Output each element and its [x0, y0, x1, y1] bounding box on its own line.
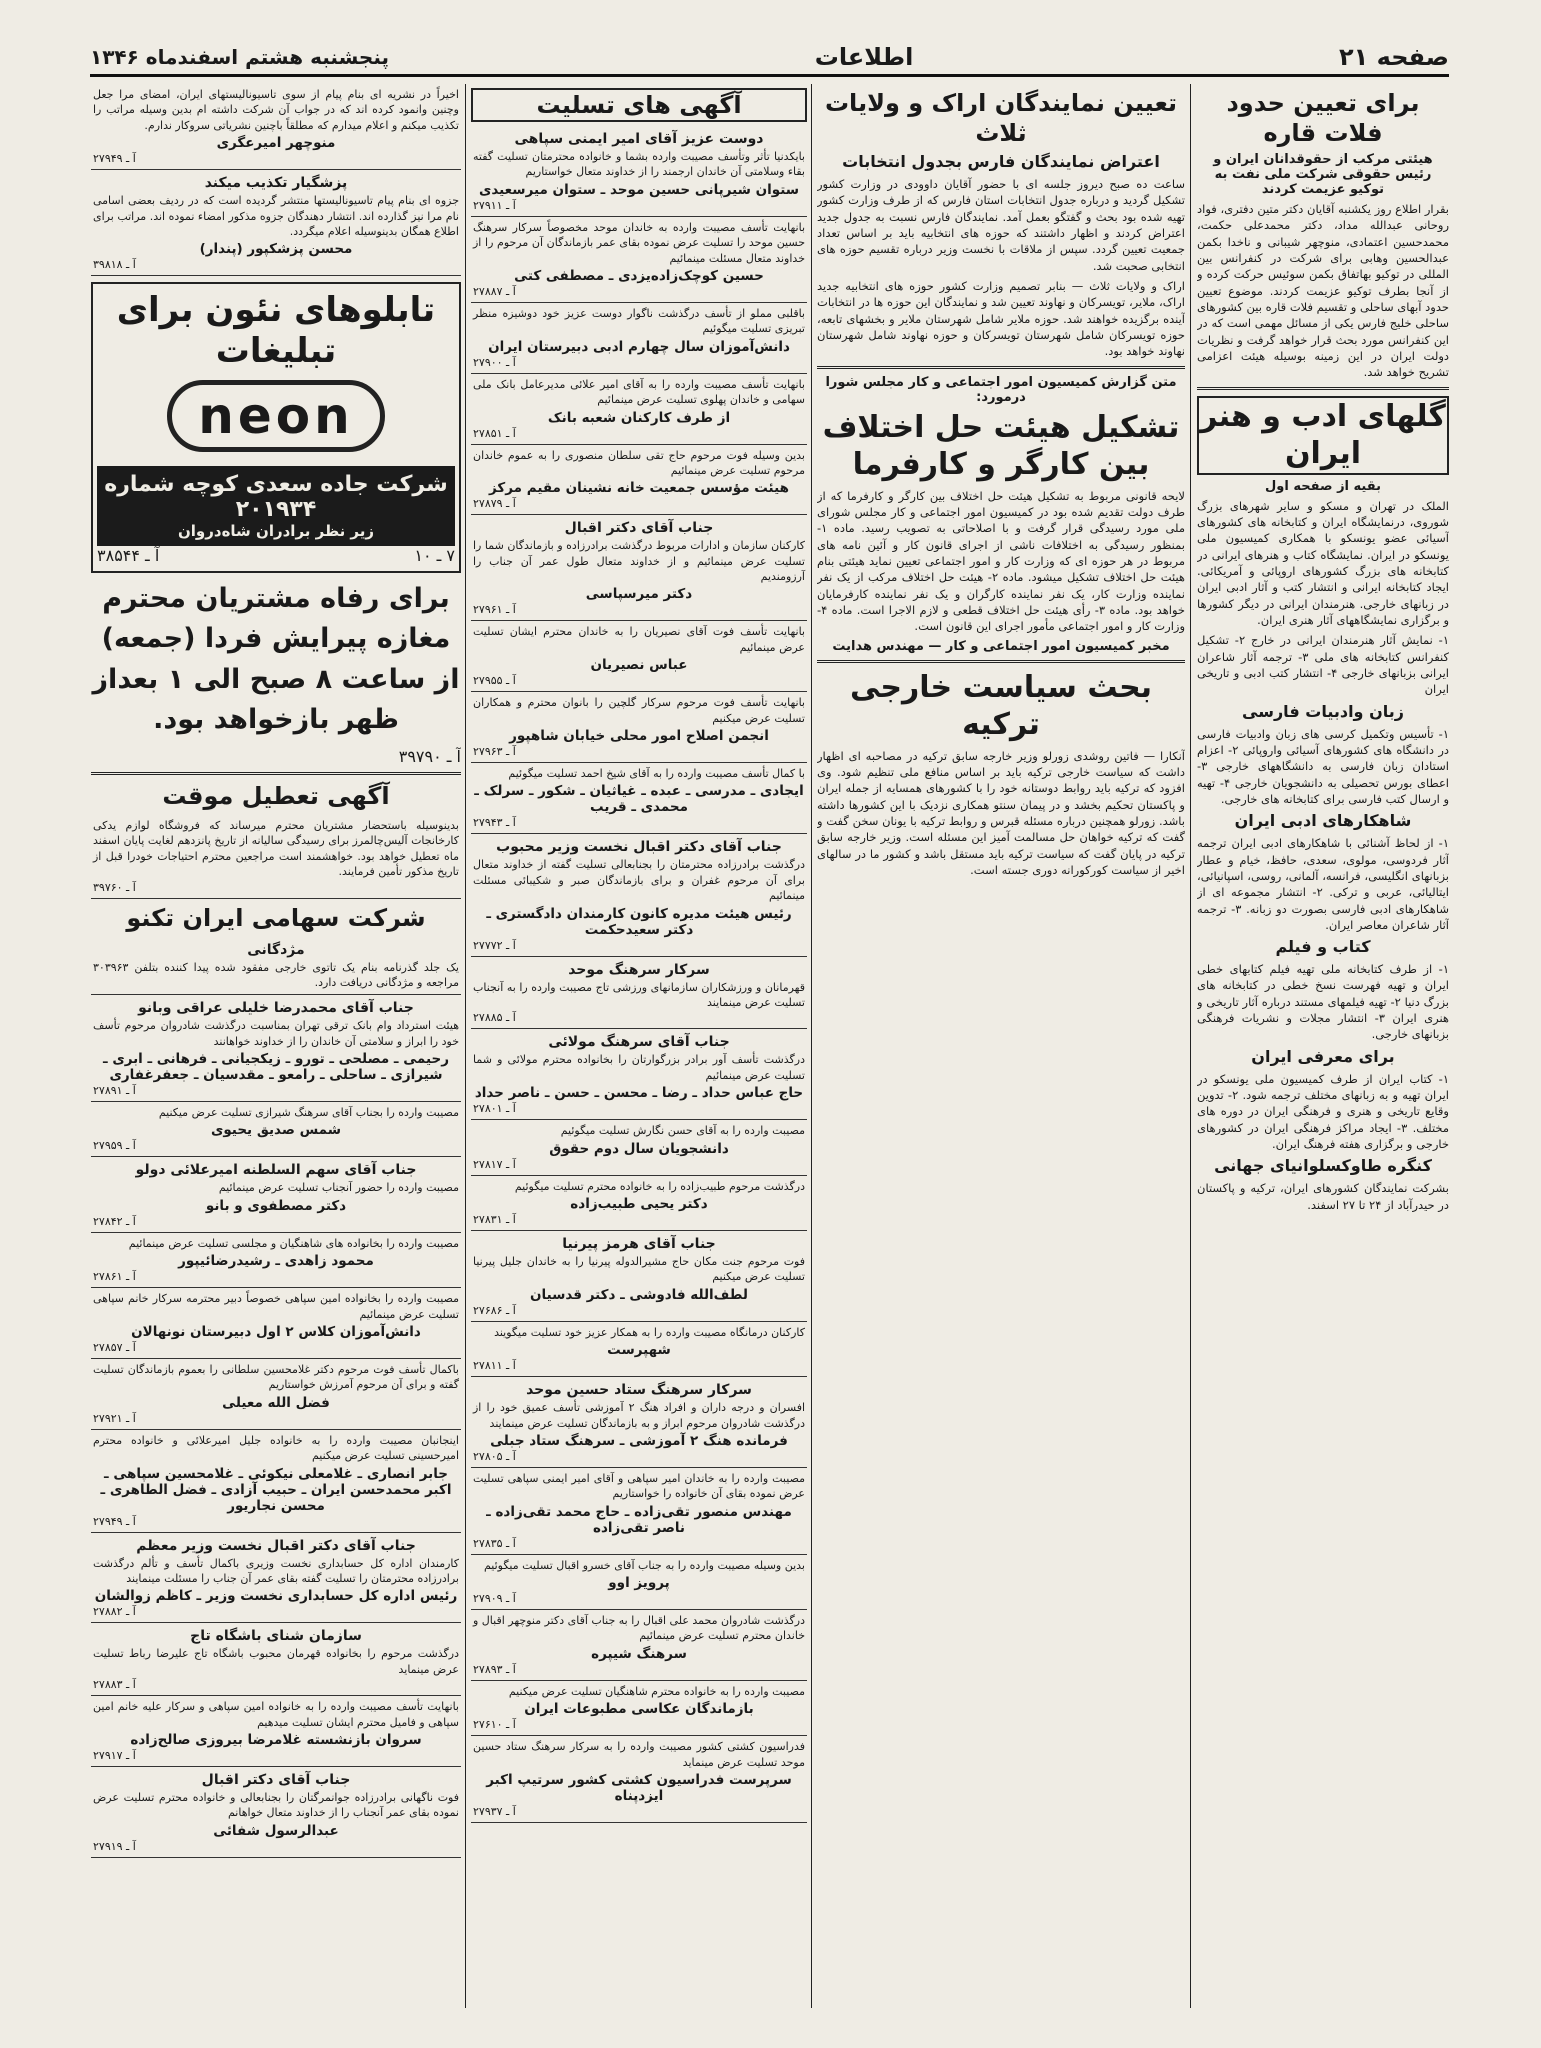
- ad-body: درگذشت برادرزاده محترمتان را بجنابعالی تسلیت گفته از خداوند متعال برای آن مرحوم غفران و برای بازماندگان صبر و شکیبائی مسئلت مینمائیم: [473, 858, 805, 903]
- ad-code: آ ـ ۲۷۹۱۱: [473, 198, 516, 212]
- ad-body: درگذشت تأسف آور برادر بزرگوارتان را بخانواده محترم مولائی و شما تسلیت عرض مینمائیم: [473, 1053, 805, 1082]
- ad-body: فوت ناگهانی برادرزاده جوانمرگتان را بجنابعالی و خانواده محترم تسلیت عرض نموده بقای عمر آنجناب را از خداوند متعال خواهانم: [93, 1790, 459, 1820]
- ad-title: سرکار سرهنگ ستاد حسین موحد: [526, 1382, 752, 1399]
- closure-notice: [91, 815, 461, 899]
- ad-signature: فرمانده هنگ ۲ آموزشی ـ سرهنگ ستاد جبلی: [490, 1432, 788, 1449]
- ad-code: آ ـ ۲۷۷۷۲: [473, 938, 516, 952]
- ad-title: دوست عزیز آقای امیر ایمنی سپاهی: [514, 131, 764, 147]
- ad-signature: انجمن اصلاح امور محلی خیابان شاهپور: [509, 728, 769, 745]
- continued-note: بقیه از صفحه اول: [1265, 478, 1381, 494]
- closure-notice-title: آگهی تعطیل موقت: [162, 781, 390, 810]
- condolence-ad: [471, 763, 807, 834]
- condolence-ad: [91, 995, 461, 1102]
- ad-code: آ ـ ۲۷۶۱۰: [473, 1718, 516, 1732]
- article-body: بقرار اطلاع روز یکشنبه آقایان دکتر متین دفتری، فواد روحانی عبدالله مداد، دکتر محمدعلی حکمت، محمدحسین اعتمادی، منوچهر شیبانی و ناخدا بکمن عبدالحسین وهابی برای شرکت در کنفرانس بین المللی در توکیو بهاتفاق بکمن سوئیس حرکت کرده و از آنجا بطرف توکیو عزیمت کردند. موضوع تعیین حدود آبهای ساحلی و تقسیم فلات قاره بین کشورهای ساحلی خلیج فارس یکی از مسائل مهمی است که در این کنفرانس مورد بحث قرار خواهد گرفت و نظریات دولت ایران در این زمینه بوسیله هیئت اعزامی تشریح خواهد شد.: [1197, 202, 1449, 380]
- ad-signature: حاج عباس حداد ـ رضا ـ محسن ـ حسن ـ ناصر حداد: [474, 1085, 804, 1102]
- neon-logo: neon: [167, 380, 384, 452]
- condolence-ad: [471, 957, 807, 1030]
- ad-signature: عبدالرسول شفائی: [213, 1822, 339, 1839]
- ad-signature: دانشجویان سال دوم حقوق: [549, 1140, 729, 1157]
- article-body: ۱- تأسیس وتکمیل کرسی های زبان وادبیات فارسی در دانشگاه های کشورهای آسیائی واروپائی ۲- اعزام استادان زبان فارسی به دانشگاههای خارجی ۳- اعطای بورس تحصیلی به دانشجویان خارجی ۴- تهیه و ارسال کتب فارسی برای کتابخانه های خارجی.: [1197, 726, 1449, 806]
- condolence-ad: [91, 1157, 461, 1232]
- ad-signature: بازماندگان عکاسی مطبوعات ایران: [524, 1701, 754, 1718]
- ad-signature: دانش‌آموزان سال چهارم ادبی دبیرستان ایران: [488, 338, 790, 355]
- article-body: ۱- کتاب ایران از طرف کمیسیون ملی یونسکو در ایران تهیه و به زبانهای مختلف ترجمه شود. ۲- تدوین وقایع تاریخی و هنری و فرهنگی ایران در دوره های مختلف. ۳- ایجاد مراکز فرهنگی ایران در کشورهای خارجی و برگزاری هفته فرهنگ ایران.: [1197, 1071, 1449, 1152]
- ad-title: جناب آقای سهم السلطنه امیرعلائی دولو: [135, 1162, 417, 1179]
- ad-signature: رئیس اداره کل حسابداری نخست وزیر ـ کاظم زوالشان: [94, 1588, 458, 1605]
- subheadline: اعتراض نمایندگان فارس بجدول انتخابات: [842, 152, 1160, 171]
- ad-body: بانهایت تأسف مصیبت وارده را به خانواده امین سپاهی و سرکار علیه خانم امین سپاهی و فامیل محترم ایشان تسلیت میدهیم: [93, 1700, 459, 1729]
- ad-body: مصیبت وارده را بخانواده امین سپاهی خصوصاً دبیر محترمه سرکار خانم سپاهی تسلیت عرض مینمائیم: [93, 1292, 459, 1321]
- article-body: آنکارا — فاتین روشدی زورلو وزیر خارجه سابق ترکیه در مصاحبه ای اظهار داشت که سیاست خارجی ترکیه باید بر اساس منافع ملی تنظیم شود. وی افزود که ترکیه باید روابط دوستانه خود را با کشورهای همسایه از جمله ایران و پاکستان تحکیم بخشد و در پیمان سنتو همکاری نزدیک با این کشورها داشته باشد. زورلو همچنین درباره مسئله قبرس و روابط ترکیه با یونان سخن گفت و گفت که ترکیه خواهان حل مسالمت آمیز این مسئله است. وزیر خارجه سابق ترکیه در پایان گفت که سیاست ترکیه باید مستقل باشد و کشور ما در سالهای اخیر از سیاست کورکورانه دوری جسته است.: [817, 748, 1185, 877]
- ad-code: آ ـ ۲۷۹۴۹: [93, 152, 136, 166]
- ad-signature: منوچهر امیرعگری: [216, 135, 336, 152]
- neon-company-bar: [97, 466, 455, 546]
- article-body: ۱- از لحاظ آشنائی با شاهکارهای ادبی ایران ترجمه آثار فردوسی، مولوی، سعدی، حافظ، خیام و عطار بزبانهای انگلیسی، فرانسه، آلمانی، روسی، اسپانیائی، ایتالیائی، عربی و ترکی. ۲- انتشار مجموعه ای از شاهکارهای ادبی فارسی بصورت دو زبانه. ۳- ترجمه آثار شاعران معاصر ایران.: [1197, 836, 1449, 932]
- ad-signature: مهندس منصور تقی‌زاده ـ حاج محمد تقی‌زاده ـ ناصر تقی‌زاده: [486, 1503, 792, 1536]
- headline-labor-dispute: تشکیل هیئت حل اختلاف بین کارگر و کارفرما: [822, 409, 1180, 483]
- ad-signature: دکتر مصطفوی و بانو: [205, 1197, 347, 1214]
- ad-signature: پرویز اوو: [608, 1575, 670, 1592]
- condolence-ad: [471, 126, 807, 217]
- condolence-ad: [91, 1102, 461, 1157]
- ad-code: آ ـ ۲۷۸۸۳: [93, 1678, 136, 1692]
- ad-body: بدینوسیله باستحضار مشتریان محترم میرساند که فروشگاه لوازم یدکی کارخانجات آلیس‌چالمرز برای رسیدگی سالیانه از تاریخ پانزدهم لغایت پایان اسفند ماه تعطیل خواهد بود. خواهشمند است مراجعین محترم احتیاجات خودرا قبل از تاریخ مذکور تأمین فرمایند.: [93, 818, 459, 879]
- condolence-ad: [471, 374, 807, 445]
- condolence-ad: [471, 1377, 807, 1468]
- condolence-ad: [471, 1681, 807, 1736]
- ad-code: آ ـ ۲۷۹۰۰: [473, 355, 516, 369]
- column-condolence-ads: [471, 84, 807, 2008]
- ad-body: جزوه ای بنام پیام تاسیونالیستها منتشر گردیده است که در ردیف بعضی اسامی نام مرا نیز گذارده اند. انتشار دهندگان جزوه مذکور امضاء نموده اند. مراتب برای اطلاع همگان بدینوسیله اعلام میگردد.: [93, 194, 459, 238]
- condolence-ad: [471, 445, 807, 516]
- ad-body: مصیبت وارده را بخانواده های شاهنگیان و مجلسی تسلیت عرض مینمائیم: [128, 1236, 459, 1250]
- ad-code: آ ـ ۲۷۸۹۱: [93, 1084, 136, 1098]
- section-heading: کتاب و فیلم: [1275, 937, 1371, 957]
- ad-title: مژدگانی: [247, 941, 305, 958]
- section-heading: برای معرفی ایران: [1251, 1046, 1395, 1066]
- neon-company: شرکت جاده سعدی کوچه شماره ۲۰۱۹۳۴: [104, 471, 448, 522]
- ads-list: [91, 995, 461, 1857]
- ad-code: آ ـ ۲۷۹۱۹: [93, 1839, 136, 1853]
- kicker: متن گزارش کمیسیون امور اجتماعی و کار مجلس شورا درمورد:: [825, 374, 1177, 405]
- divider: [91, 772, 461, 775]
- ad-signature: رئیس هیئت مدیره کانون کارمندان دادگستری ـ دکتر سعیدحکمت: [486, 905, 792, 938]
- ad-code: آ ـ ۳۹۸۱۸: [93, 258, 136, 272]
- ad-signature: جابر انصاری ـ غلامعلی نیکوئی ـ غلامحسین سپاهی ـ اکبر محمدحسن ایران ـ حبیب آزادی ـ فضل الطاهری ـ محسن نجاریور: [100, 1465, 452, 1514]
- ad-code: آ ـ ۲۷۹۴۳: [473, 816, 516, 830]
- section-heading: کنگره طاوکسلوانیای جهانی: [1214, 1156, 1432, 1176]
- ad-code: آ ـ ۲۷۶۸۶: [473, 1303, 516, 1317]
- denial-ad: [91, 170, 461, 276]
- ad-body: باقلبی مملو از تأسف درگذشت ناگوار دوست عزیز خود دوشیزه منظر تبریزی تسلیت میگوئیم: [473, 306, 805, 336]
- issue-date: پنجشنبه هشتم اسفندماه ۱۳۴۶: [90, 45, 390, 69]
- condolence-section-header: آگهی های تسلیت: [471, 88, 807, 122]
- divider: [1197, 387, 1449, 390]
- ad-signature: سرهنگ شیپره: [591, 1645, 687, 1662]
- ads-list: [471, 126, 807, 1823]
- ad-code: آ ـ ۲۷۸۸۵: [473, 1011, 516, 1025]
- ad-body: مصیبت وارده را بجناب آقای سرهنگ شیرازی تسلیت عرض میکنیم: [158, 1106, 459, 1120]
- ad-code: آ ـ ۲۷۸۶۱: [93, 1270, 136, 1284]
- condolence-ad: [471, 692, 807, 763]
- column-politics: [817, 84, 1185, 2008]
- condolence-ad: [471, 1120, 807, 1175]
- ad-code: آ ـ ۲۷۹۰۹: [473, 1592, 516, 1606]
- ad-code: آ ـ ۳۹۷۶۰: [93, 880, 136, 894]
- ad-title: جناب آقای محمدرضا خلیلی عراقی وبانو: [138, 1000, 414, 1017]
- section-heading: زبان وادبیات فارسی: [1242, 701, 1404, 721]
- neon-signs-ad: [91, 282, 461, 573]
- condolence-ad: [471, 1176, 807, 1231]
- ad-body: بدین وسیله مصیبت وارده را به جناب آقای خسرو اقبال تسلیت میگوئیم: [483, 1558, 805, 1572]
- condolence-ad: [91, 1533, 461, 1624]
- ad-code: آ ـ ۲۷۸۸۷: [473, 284, 516, 298]
- ad-signature: محسن پزشکپور (پندار): [199, 241, 353, 258]
- article-body: اراک و ولایات ثلاث — بنابر تصمیم وزارت کشور حوزه های انتخابیه جدید اراک، ملایر، تویسرکان و نهاوند تعیین شد و نمایندگان این حوزه ها در انتخابات آینده برگزیده خواهند شد. حوزه ملایر شامل شهرستان ملایر و بخشهای تابعه، حوزه تویسرکان شامل شهرستان تویسرکان و حوزه نهاوند شامل شهرستان نهاوند خواهد بود.: [817, 278, 1185, 359]
- neon-subline: زیر نظر برادران شاه‌دروان: [177, 521, 375, 540]
- headline-elections: تعیین نمایندگان اراک و ولایات ثلاث: [824, 89, 1178, 147]
- ad-code: آ ـ ۲۷۹۵۹: [93, 1139, 136, 1153]
- ad-title: پزشگیار تکذیب میکند: [204, 175, 348, 192]
- ad-body: بایکدنیا تأثر وتأسف مصیبت وارده بشما و خانواده محترمتان تسلیت گفته بقاء وسلامتی آن خاندان ارجمند را از خداوند متعال خواستاریم: [473, 150, 805, 179]
- ad-body: بانهایت تأسف مصیبت وارده را به آقای امیر علائی مدیرعامل بانک ملی سهامی و خاندان پهلوی تسلیت عرض مینمائیم: [473, 377, 805, 407]
- divider: [817, 366, 1185, 369]
- subheadline: هیئتی مرکب از حقوقدانان ایران و رئیس حقوقی شرکت ملی نفت به توکیو عزیمت کردند: [1213, 152, 1433, 197]
- condolence-ad: [471, 1610, 807, 1681]
- ad-title: جناب آقای دکتر اقبال: [564, 520, 714, 537]
- ad-title: سرکار سرهنگ موحد: [568, 961, 710, 978]
- ad-signature: رحیمی ـ مصلحی ـ تورو ـ زیکجیانی ـ فرهانی ـ ابری ـ شیرازی ـ ساحلی ـ رامعو ـ مقدسیان ـ جعفرغفاری: [103, 1051, 449, 1084]
- masthead: [90, 40, 1449, 77]
- ad-code: آ ـ ۲۷۸۰۱: [473, 1102, 516, 1116]
- ad-body: مصیبت وارده را به خانواده محترم شاهنگیان تسلیت عرض میکنیم: [508, 1684, 805, 1698]
- article-body: الملک در تهران و مسکو و سایر شهرهای بزرگ شوروی، درنمایشگاه ایران و کتابخانه های کشورهای آسیائی عضو یونسکو با همکاری کمیسیون ملی یونسکو در ایران. نمایشگاه کتاب و هنرهای ایرانی در کتابخانه های بزرگ کشورهای اروپائی و آمریکائی. ایجاد کتابخانه ایرانی و انتشار کتب و آثار ادبی ایران در زبانهای خارجی. هنرمندان ایرانی در دیگر کشورها و برگزاری نمایشگاههای آثار هنری ایران.: [1197, 498, 1449, 627]
- column-news-culture: [1197, 84, 1449, 2008]
- headline-turkey-foreign-policy: بحث سیاست خارجی ترکیه: [850, 669, 1152, 743]
- condolence-ad: [471, 834, 807, 956]
- ad-code: آ ـ ۲۷۹۱۷: [93, 1748, 136, 1762]
- ad-signature: ایجادی ـ مدرسی ـ عبده ـ غیاثیان ـ شکور ـ سرلک ـ محمدی ـ قریب: [474, 783, 804, 816]
- condolence-ad: [91, 1233, 461, 1288]
- ad-signature: شهپرست: [607, 1342, 671, 1359]
- condolence-ad: [471, 303, 807, 374]
- ad-body: بانهایت تأسف فوت آقای نصیریان را به خاندان محترم ایشان تسلیت عرض مینمائیم: [473, 625, 805, 654]
- ad-body: کارکنان درمانگاه مصیبت وارده را به همکار عزیز خود تسلیت میگویند: [494, 1325, 805, 1339]
- article-body: بشرکت نمایندگان کشورهای ایران، ترکیه و پاکستان در حیدرآباد از ۲۴ تا ۲۷ اسفند.: [1197, 1181, 1449, 1212]
- signature: مخبر کمیسیون امور اجتماعی و کار — مهندس هدایت: [832, 638, 1170, 654]
- ad-code: آ ـ ۲۷۸۳۵: [473, 1536, 516, 1550]
- condolence-ad: [471, 515, 807, 621]
- ad-code: آ ـ ۲۷۸۰۵: [473, 1449, 516, 1463]
- ad-body: کارکنان سازمان و ادارات مربوط درگذشت برادرزاده و بازماندگان شما را تسلیت عرض مینمائیم و از خداوند متعال طول عمر آن جناب را آرزومندیم: [473, 539, 805, 584]
- ad-signature: دکتر یحیی طبیب‌زاده: [570, 1195, 708, 1212]
- ad-code: آ ـ ۲۷۸۱۷: [473, 1157, 516, 1171]
- ad-body: یک جلد گذرنامه بنام یک تاتوی خارجی مفقود شده پیدا کننده بتلفن ۳۰۳۹۶۳ مراجعه و مژدگانی دریافت دارد.: [93, 960, 459, 989]
- ad-code: آ ـ ۲۷۹۳۷: [473, 1805, 516, 1819]
- article-body: ۱- نمایش آثار هنرمندان ایرانی در خارج ۲- تشکیل کنفرانس کتابخانه های ملی ۳- ترجمه آثار شاعران ایرانی بزبانهای خارجی ۴- انتشار کتب ادبی و تاریخی ایران: [1197, 633, 1449, 697]
- ad-code: آ ـ ۲۷۹۶۱: [473, 603, 516, 617]
- condolence-ad: [91, 1696, 461, 1767]
- condolence-ad: [91, 1288, 461, 1359]
- headline-flowers-of-literature: گلهای ادب و هنر ایران: [1197, 396, 1449, 475]
- ad-title: جناب آقای دکتر اقبال نخست وزیر محبوب: [496, 839, 782, 856]
- ad-code: آ ـ ۲۷۸۳۱: [473, 1212, 516, 1226]
- article-body: ۱- از طرف کتابخانه ملی تهیه فیلم کتابهای خطی ایران و تهیه فهرست نسخ خطی در کتابخانه های بزرگ دنیا ۲- تهیه فیلمهای مستند درباره آثار تاریخی و هنری ایران ۳- انتشار مجلات و نشریات فرهنگی بزبانهای خارجی.: [1197, 962, 1449, 1042]
- column-rule: [811, 84, 812, 2008]
- ad-code: آ ـ ۳۹۷۹۰: [398, 746, 461, 766]
- ad-code: آ ـ ۲۷۸۸۲: [93, 1605, 136, 1619]
- ad-code: آ ـ ۲۷۸۵۱: [473, 426, 516, 440]
- condolence-ad: [471, 1736, 807, 1823]
- ad-body: قهرمانان و ورزشکاران سازمانهای ورزشی تاج مصیبت وارده را به آنجناب تسلیت عرض مینمایند: [473, 980, 805, 1009]
- company-name: شرکت سهامی ایران تکنو: [126, 903, 426, 932]
- ad-code: ۷ ـ ۱۰: [414, 545, 455, 565]
- neon-headline: تابلوهای نئون برای تبلیغات: [116, 290, 436, 372]
- ad-body: با کمال تأسف مصیبت وارده را به آقای شیخ احمد تسلیت میگوئیم: [508, 767, 805, 781]
- ad-body: فوت مرحوم جنت مکان حاج مشیرالدوله پیرنیا را به خاندان جلیل پیرنیا تسلیت عرض میکنیم: [473, 1254, 805, 1284]
- ad-signature: سرپرست فدراسیون کشتی کشور سرتیپ اکبر ایزدپناه: [486, 1772, 792, 1805]
- ad-signature: حسین کوچک‌زاده‌یزدی ـ مصطفی کتی: [514, 267, 764, 284]
- ad-body: اخیراً در نشریه ای بنام پیام از سوی تاسیونالیستهای ایران، امضای مرا جعل وچنین وانمود کرده اند که در جواب آن شرکت داشته ام بدین وسیله مراتب را تکذیب میکنم و اعلام میدارم که مطلقاً باچنین نشریاتی سروکار ندارم.: [93, 88, 459, 132]
- ad-code-row: [97, 546, 455, 565]
- divider: [817, 660, 1185, 663]
- condolence-ad: [471, 1555, 807, 1610]
- ad-code: آ ـ ۲۷۸۱۱: [473, 1359, 516, 1373]
- ad-code: آ ـ ۲۷۹۴۹: [93, 1514, 136, 1528]
- condolence-ad: [471, 1322, 807, 1377]
- ad-body: باکمال تأسف فوت مرحوم دکتر غلامحسین سلطانی را بعموم بازماندگان تسلیت گفته و برای آن مرحوم آمرزش خواستاریم: [93, 1363, 459, 1392]
- ad-code: آ ـ ۲۷۹۲۱: [93, 1411, 136, 1425]
- column-rule: [1190, 84, 1191, 2008]
- ad-signature: هیئت مؤسس جمعیت خانه نشینان مقیم مرکز: [489, 480, 789, 497]
- shop-hours-note: برای رفاه مشتریان محترم مغازه پیرایش فردا (جمعه) از ساعت ۸ صبح الی ۱ بعداز ظهر بازخواهد بود.: [92, 582, 460, 736]
- ad-title: جناب آقای دکتر اقبال: [201, 1771, 351, 1788]
- condolence-ad: [91, 1623, 461, 1696]
- condolence-ad: [471, 1029, 807, 1120]
- ad-code: آ ـ ۲۷۸۵۷: [93, 1341, 136, 1355]
- ad-signature: شمس صدیق یحیوی: [210, 1122, 342, 1139]
- ad-body: اینجانبان مصیبت وارده را به خانواده جلیل امیرعلائی و خانواده محترم امیرحسینی تسلیت عرض میکنیم: [93, 1433, 459, 1463]
- condolence-ad: [471, 621, 807, 692]
- condolence-ad: [91, 1430, 461, 1533]
- column-rule: [465, 84, 466, 2008]
- section-heading: شاهکارهای ادبی ایران: [1234, 811, 1412, 831]
- ad-code: آ ـ ۲۷۹۶۳: [473, 745, 516, 759]
- ad-body: درگذشت مرحوم را بخانواده قهرمان محبوب باشگاه تاج علیرضا رباط تسلیت عرض مینماید: [93, 1647, 459, 1676]
- condolence-ad: [471, 1231, 807, 1322]
- ad-body: درگذشت شادروان محمد علی اقبال را به جناب آقای دکتر منوچهر اقبال و خاندان محترم تسلیت عرض مینمائیم: [473, 1614, 805, 1643]
- paper-name: اطلاعات: [814, 43, 914, 71]
- ad-body: درگذشت مرحوم طبیب‌زاده را به خانواده محترم تسلیت میگوئیم: [514, 1179, 805, 1193]
- ad-signature: فضل الله معیلی: [222, 1394, 330, 1411]
- ad-body: هیئت استرداد وام بانک ترقی تهران بمناسبت درگذشت شادروان مرحوم تأسف خود را ابراز و سلامتی آن خاندان را از خداوند خواهانند: [93, 1019, 459, 1048]
- condolence-ad: [91, 1359, 461, 1430]
- ad-title: جناب آقای هرمز پیرنیا: [562, 1235, 716, 1252]
- ad-signature: سروان بازنشسته غلامرضا بیروزی صالح‌زاده: [130, 1731, 422, 1748]
- condolence-ad: [471, 217, 807, 303]
- ad-title: جناب آقای سرهنگ مولائی: [548, 1034, 730, 1051]
- ad-title: سازمان شنای باشگاه تاج: [190, 1628, 362, 1645]
- page-number: صفحه ۲۱: [1339, 43, 1449, 71]
- ad-body: فدراسیون کشتی کشور مصیبت وارده را به سرکار سرهنگ ستاد حسین موحد تسلیت عرض مینماید: [473, 1740, 805, 1769]
- ad-body: کارمندان اداره کل حسابداری نخست وزیری باکمال تأسف و تألم درگذشت برادرزاده محترمتان را تسلیت گفته بقای عمر آن جناب را مسئلت مینمایند: [93, 1556, 459, 1585]
- ad-body: افسران و درجه داران و افراد هنگ ۲ آموزشی تأسف عمیق خود را از درگذشت شادروان مرحوم ابراز و به بازماندگان تسلیت عرض مینمایند: [473, 1401, 806, 1430]
- notice-ad: [91, 84, 461, 170]
- ad-code: آ ـ ۲۷۹۵۵: [473, 674, 516, 688]
- ad-code: آ ـ ۳۸۵۴۴: [97, 545, 160, 565]
- reward-ad: [91, 937, 461, 996]
- ad-body: مصیبت وارده را به خاندان امیر سپاهی و آقای امیر ایمنی سپاهی تسلیت عرض نموده بقای آن خانواده را خواستاریم: [473, 1471, 805, 1501]
- condolence-ad: [471, 1468, 807, 1555]
- ad-body: بانهایت تأسف فوت مرحوم سرکار گلچین را بانوان محترم و همکاران تسلیت عرض میکنیم: [473, 696, 805, 725]
- ad-body: بانهایت تأسف مصیبت وارده به خاندان موحد مخصوصاً سرکار سرهنگ حسین موحد را تسلیت عرض نموده بقای عمر بازماندگان آن مرحوم را از خداوند متعال مسئلت مینمائیم: [473, 220, 805, 265]
- headline-continental-shelf: برای تعیین حدود فلات قاره: [1226, 89, 1420, 147]
- ad-signature: ستوان شیرپانی‌ حسین موحد ـ ستوان میرسعیدی: [479, 181, 799, 198]
- article-body: لایحه قانونی مربوط به تشکیل هیئت حل اختلاف بین کارگر و کارفرما که از طرف دولت تقدیم شده بود در کمیسیون امور اجتماعی و کار مجلس شورای ملی مورد رسیدگی قرار گرفت و با اصلاحاتی به تصویب رسید. ماده ۱- بمنظور رسیدگی به اختلافات ناشی از اجرای قانون کار و آئین نامه های مربوط در هر حوزه ای که وزارت کار و امور اجتماعی تعیین نماید هیئتی بنام هیئت حل اختلاف تشکیل میشود. ماده ۲- هیئت حل اختلاف مرکب از یک نفر نماینده وزارت کار، یک نفر نماینده کارگران و یک نفر نماینده کارفرمایان خواهد بود. ماده ۳- رأی هیئت حل اختلاف قطعی و لازم الاجرا است. ماده ۴- وزارت کار و امور اجتماعی مأمور اجرای این قانون است.: [817, 488, 1185, 634]
- ad-code: آ ـ ۲۷۸۴۲: [93, 1214, 136, 1228]
- ad-code: آ ـ ۲۷۸۷۹: [473, 497, 516, 511]
- ad-signature: دانش‌آموزان کلاس ۲ اول دبیرستان نونهالان: [131, 1324, 421, 1341]
- ad-body: بدین وسیله فوت مرحوم حاج تقی سلطان منصوری را به عموم خاندان مرحوم تسلیت عرض مینمائیم: [473, 448, 805, 477]
- ad-signature: لطف‌الله فادوشی ـ دکتر قدسیان: [530, 1286, 748, 1303]
- column-ads: [91, 84, 461, 2008]
- ad-code: آ ـ ۲۷۸۹۳: [473, 1662, 516, 1676]
- condolence-ad: [91, 1767, 461, 1858]
- ad-body: مصیبت وارده را به آقای حسن نگارش تسلیت میگوئیم: [560, 1124, 805, 1138]
- ad-body: مصیبت وارده را حضور آنجناب تسلیت عرض مینمائیم: [218, 1181, 459, 1195]
- article-body: ساعت ده صبح دیروز جلسه ای با حضور آقایان داوودی در وزارت کشور تشکیل گردید و درباره جدول انتخابات استان فارس که از طرف وزارت کشور تهیه شده بود بحث و گفتگو بعمل آمد. نمایندگان فارس نسبت به جدول جدید اعتراض کردند و اظهار داشتند که حوزه های انتخابیه باید بر اساس تعداد جمعیت تعیین گردد. سپس از ملاقات با نخست وزیر درباره تقسیم حوزه های انتخابی صحبت شد.: [817, 177, 1185, 273]
- ad-signature: محمود زاهدی ـ رشیدرضائیپور: [178, 1253, 374, 1270]
- ad-signature: از طرف کارکنان شعبه بانک: [547, 409, 731, 426]
- ad-signature: عباس نصیریان: [590, 657, 688, 674]
- ad-signature: دکتر میرسپاسی: [585, 586, 693, 603]
- ad-title: جناب آقای دکتر اقبال نخست وزیر معظم: [136, 1537, 416, 1554]
